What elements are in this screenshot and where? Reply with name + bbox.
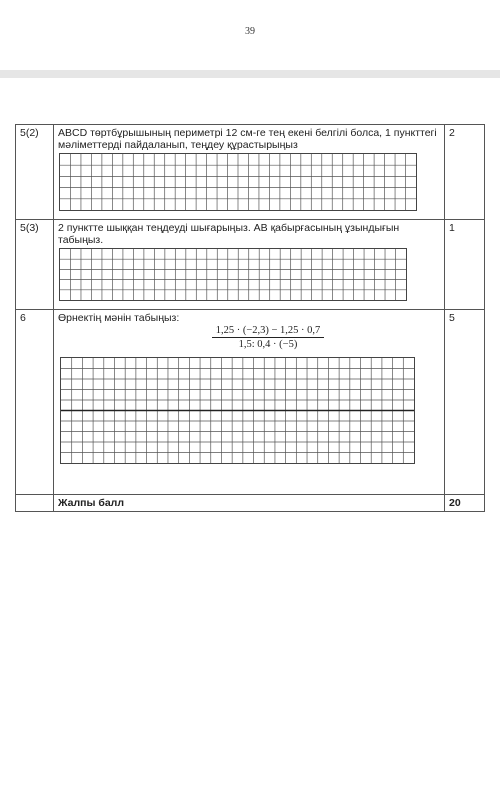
task-text: ABCD төртбұрышының периметрі 12 см-ге тең екені белгілі болса, 1 пункттегі мәліметтерді пайдаланып, теңдеу құрастырыңыз [58, 127, 437, 151]
total-empty-cell [16, 495, 54, 512]
task-text: 2 пунктте шыққан теңдеуді шығарыңыз. AB қабырғасының ұзындығын табыңыз. [58, 222, 400, 246]
total-points: 20 [445, 495, 485, 512]
task-points: 1 [445, 220, 485, 310]
task-cell [54, 310, 445, 495]
task-table [15, 124, 485, 512]
page-separator [0, 70, 500, 78]
task-cell [54, 220, 445, 310]
expression-formula [118, 325, 418, 350]
answer-grid[interactable] [59, 153, 417, 211]
answer-grid[interactable] [59, 248, 407, 301]
task-points: 5 [445, 310, 485, 495]
worksheet-page [0, 78, 500, 787]
task-row [16, 220, 485, 310]
task-text: Өрнектің мәнін табыңыз: [58, 312, 180, 324]
answer-grid[interactable] [60, 357, 415, 464]
previous-page [0, 0, 500, 70]
task-number: 6 [16, 310, 54, 495]
total-row [16, 495, 485, 512]
task-number: 5(3) [16, 220, 54, 310]
task-points: 2 [445, 125, 485, 220]
task-row [16, 310, 485, 495]
page-number: 39 [245, 26, 255, 37]
task-row [16, 125, 485, 220]
task-cell [54, 125, 445, 220]
formula-numerator: 1,25 · (−2,3) − 1,25 · 0,7 [212, 325, 325, 338]
task-number: 5(2) [16, 125, 54, 220]
total-label: Жалпы балл [54, 495, 445, 512]
formula-denominator: 1,5: 0,4 · (−5) [238, 339, 298, 350]
